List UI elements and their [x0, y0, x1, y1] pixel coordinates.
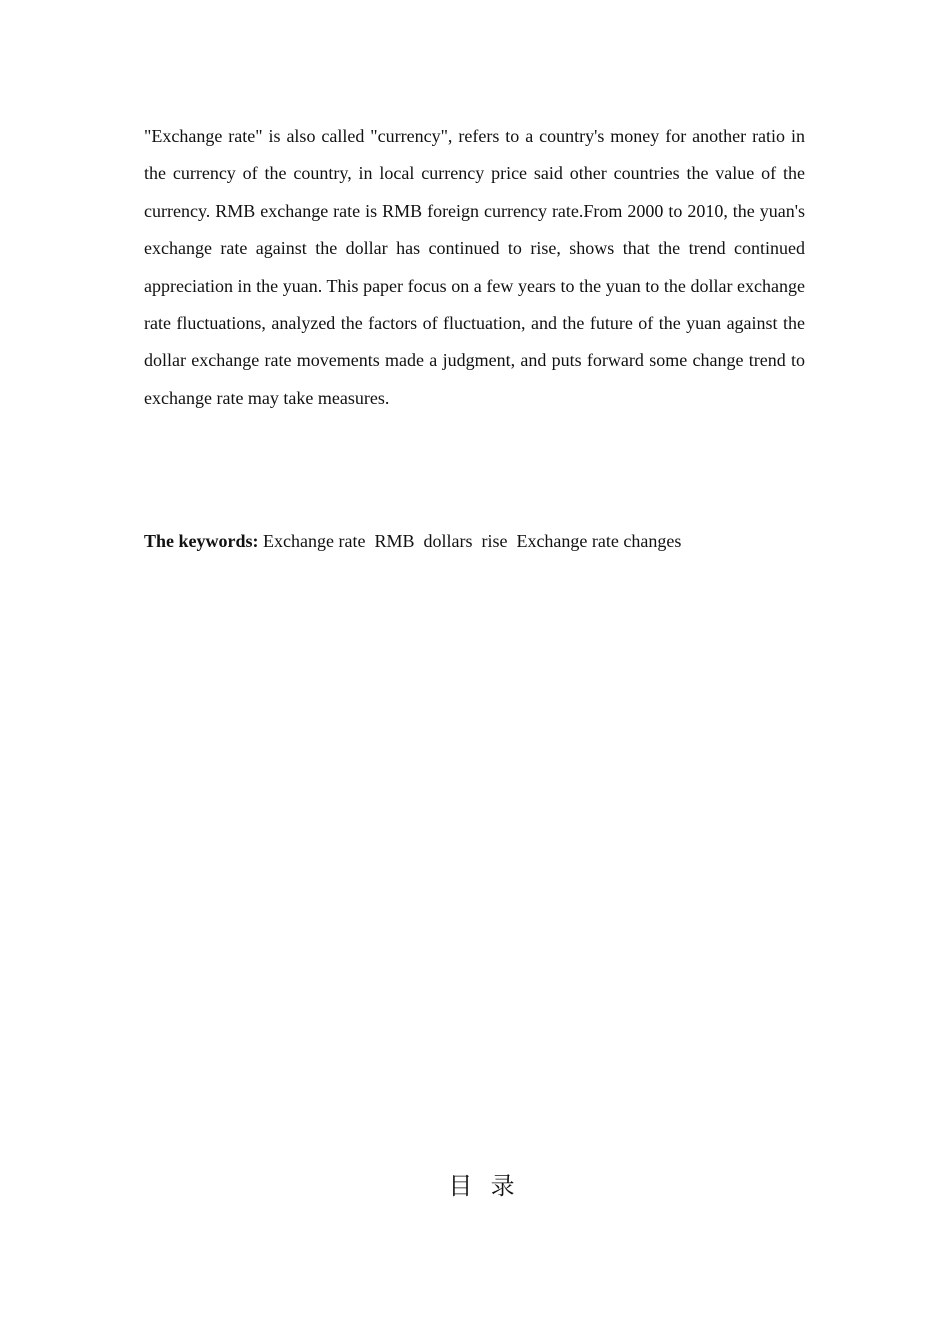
keywords-line [144, 527, 844, 555]
keywords-label: The keywords: [144, 531, 259, 551]
table-of-contents-heading: 目 录 [448, 1172, 516, 1200]
abstract-paragraph: "Exchange rate" is also called "currency", refers to a country's money for another ratio in the currency of the country, in local currency price said other countries the value of the currency. RMB exchange rate is RMB foreign currency rate.From 2000 to 2010, the yuan's exchange rate against the dollar has continued to rise, shows that the trend continued appreciation in the yuan. This paper focus on a few years to the yuan to the dollar exchange rate fluctuations, analyzed the factors of fluctuation, and the future of the yuan against the dollar exchange rate movements made a judgment, and puts forward some change trend to exchange rate may take measures. [144, 126, 805, 408]
keywords-text: Exchange rate RMB dollars rise Exchange rate changes [258, 531, 682, 551]
